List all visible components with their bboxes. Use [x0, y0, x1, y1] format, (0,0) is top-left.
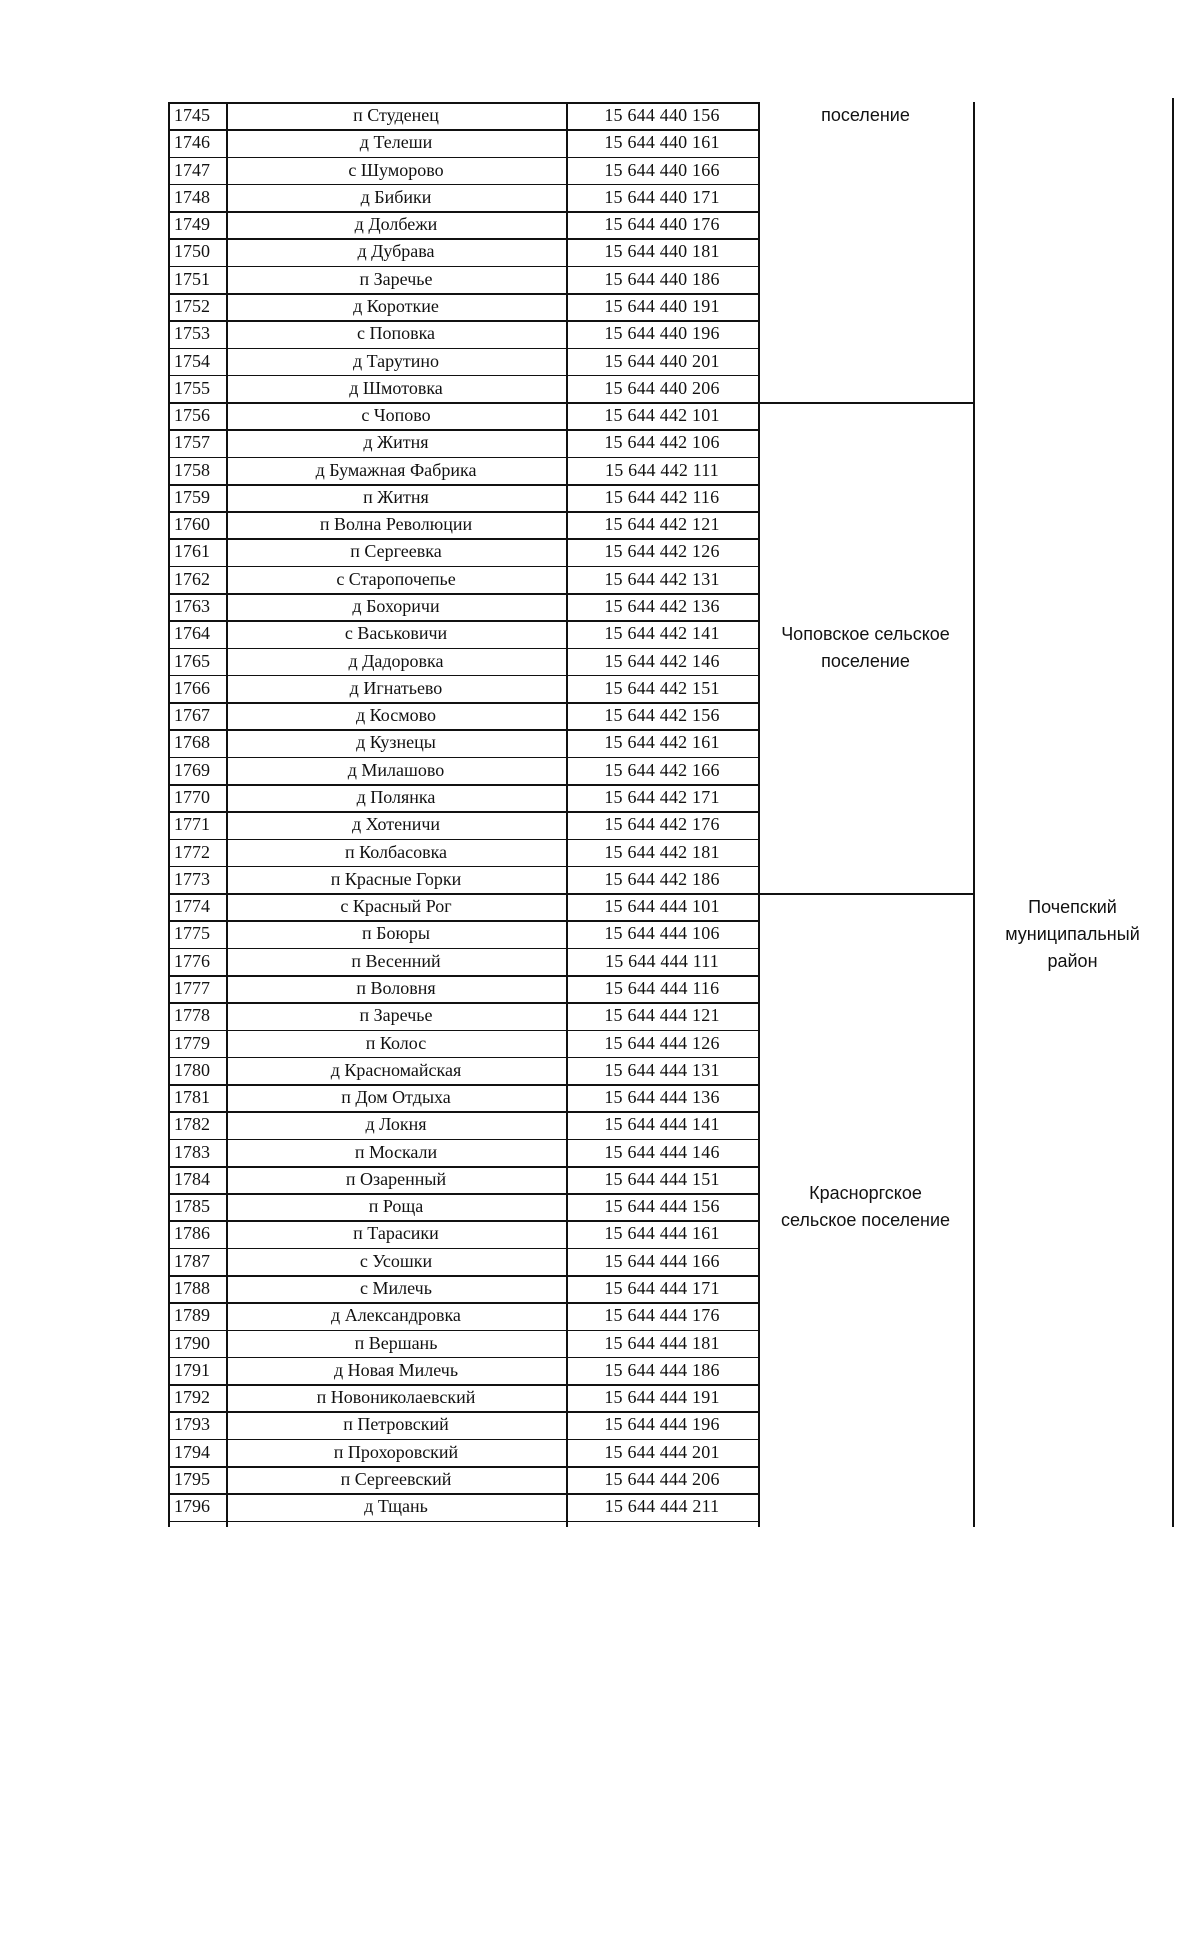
settlement-name: д Шмотовка	[349, 377, 443, 398]
settlement-name: д Хотеничи	[351, 814, 441, 835]
oktmo-code: 15 644 444 131	[604, 1059, 720, 1080]
oktmo-code: 15 644 444 126	[604, 1032, 720, 1053]
row-number: 1783	[174, 1141, 210, 1162]
district-label: Почепский	[1028, 897, 1117, 918]
table-top-border	[168, 102, 759, 104]
municipal-settlement-cell	[758, 102, 973, 129]
row-number: 1762	[174, 568, 210, 589]
oktmo-code: 15 644 444 146	[604, 1141, 720, 1162]
settlement-name: д Бумажная Фабрика	[315, 459, 477, 480]
settlement-name: д Долбежи	[354, 214, 438, 235]
oktmo-code: 15 644 440 191	[604, 295, 720, 316]
oktmo-code: 15 644 440 171	[604, 186, 720, 207]
settlement-name: п Колбасовка	[344, 841, 448, 862]
settlement-name: п Колос	[365, 1032, 427, 1053]
settlement-name: д Телеши	[359, 132, 433, 153]
settlement-name: д Космово	[356, 705, 436, 726]
oktmo-code: 15 644 442 176	[604, 814, 720, 835]
oktmo-code: 15 644 440 196	[604, 323, 720, 344]
settlement-name: п Роща	[368, 1196, 424, 1217]
settlement-name: с Старопочепье	[336, 568, 456, 589]
row-number: 1791	[174, 1359, 210, 1380]
oktmo-code: 15 644 444 121	[604, 1005, 720, 1026]
settlement-name: д Короткие	[353, 295, 439, 316]
row-number: 1767	[174, 705, 210, 726]
row-number: 1777	[174, 977, 210, 998]
settlement-name: п Красные Горки	[330, 868, 462, 889]
row-number: 1769	[174, 759, 210, 780]
settlement-name: д Александровка	[331, 1305, 461, 1326]
oktmo-code: 15 644 442 126	[604, 541, 720, 562]
oktmo-code: 15 644 444 211	[604, 1496, 720, 1517]
row-number: 1778	[174, 1005, 210, 1026]
settlement-name: п Дом Отдыха	[341, 1087, 451, 1108]
col-border-right	[1172, 98, 1174, 1527]
settlement-group-label: Чоповское сельское	[781, 623, 950, 644]
settlement-name: д Игнатьево	[349, 677, 443, 698]
row-number: 1786	[174, 1223, 210, 1244]
row-number: 1747	[174, 159, 210, 180]
oktmo-code: 15 644 444 136	[604, 1087, 720, 1108]
settlement-name: п Воловня	[356, 977, 436, 998]
row-number: 1790	[174, 1332, 210, 1353]
oktmo-code: 15 644 444 141	[604, 1114, 720, 1135]
oktmo-code: 15 644 442 166	[604, 759, 720, 780]
settlement-name: п Прохоровский	[333, 1441, 459, 1462]
row-divider	[168, 1521, 759, 1523]
settlement-name: п Москали	[354, 1141, 438, 1162]
settlement-name: д Дадоровка	[348, 650, 444, 671]
row-number: 1754	[174, 350, 210, 371]
municipal-settlement-cell	[758, 621, 973, 675]
oktmo-code: 15 644 442 161	[604, 732, 720, 753]
row-number: 1756	[174, 405, 210, 426]
row-number: 1755	[174, 377, 210, 398]
settlement-name: д Бибики	[360, 186, 432, 207]
row-number: 1765	[174, 650, 210, 671]
oktmo-code: 15 644 444 191	[604, 1387, 720, 1408]
settlement-group-label: поселение	[821, 105, 910, 125]
group-divider	[758, 402, 974, 404]
settlement-name: п Житня	[363, 486, 429, 507]
row-number: 1750	[174, 241, 210, 262]
municipal-settlement-cell	[758, 1180, 973, 1234]
settlement-name: п Студенец	[353, 105, 439, 125]
oktmo-code: 15 644 444 156	[604, 1196, 720, 1217]
settlement-name: п Новониколаевский	[316, 1387, 476, 1408]
settlement-name: п Заречье	[359, 1005, 433, 1026]
district-label: муниципальный	[1005, 924, 1140, 945]
settlement-group-label: Красноргское	[809, 1182, 922, 1203]
oktmo-code: 15 644 442 171	[604, 787, 720, 807]
oktmo-code: 15 644 440 156	[604, 105, 720, 125]
oktmo-code: 15 644 444 206	[604, 1469, 720, 1489]
oktmo-code: 15 644 442 111	[605, 459, 719, 480]
settlement-name: п Заречье	[359, 268, 433, 289]
settlement-name: с Усошки	[359, 1250, 433, 1271]
oktmo-code: 15 644 442 101	[604, 405, 720, 426]
settlement-name: п Озаренный	[345, 1168, 447, 1189]
oktmo-code: 15 644 442 146	[604, 650, 720, 671]
row-number: 1763	[174, 596, 210, 617]
row-number: 1772	[174, 841, 210, 862]
district-cell	[973, 894, 1172, 975]
row-number: 1745	[174, 105, 210, 125]
settlement-name: с Чопово	[361, 405, 431, 426]
oktmo-code: 15 644 442 156	[604, 705, 720, 726]
oktmo-code: 15 644 442 151	[604, 677, 720, 698]
col-border-code	[758, 102, 760, 1527]
row-number: 1780	[174, 1059, 210, 1080]
row-number: 1748	[174, 186, 210, 207]
row-number: 1759	[174, 486, 210, 507]
row-number: 1749	[174, 214, 210, 235]
col-border-number	[226, 102, 228, 1527]
settlement-name: с Шуморово	[348, 159, 444, 180]
settlement-name: с Васьковичи	[344, 623, 448, 644]
oktmo-code: 15 644 444 106	[604, 923, 720, 944]
oktmo-code: 15 644 444 166	[604, 1250, 720, 1271]
oktmo-code: 15 644 444 181	[604, 1332, 720, 1353]
row-number: 1771	[174, 814, 210, 835]
row-number: 1781	[174, 1087, 210, 1108]
settlement-group-label: поселение	[821, 650, 910, 671]
row-number: 1789	[174, 1305, 210, 1326]
row-number: 1761	[174, 541, 210, 562]
col-border-left	[168, 102, 170, 1527]
row-number: 1764	[174, 623, 210, 644]
settlement-name: д Бохоричи	[352, 596, 440, 617]
oktmo-code: 15 644 444 161	[604, 1223, 720, 1244]
settlement-name: д Дубрава	[357, 241, 435, 262]
row-number: 1774	[174, 896, 210, 917]
settlement-name: д Новая Милечь	[333, 1359, 459, 1380]
row-number: 1753	[174, 323, 210, 344]
col-border-group	[973, 102, 975, 1527]
oktmo-code: 15 644 440 186	[604, 268, 720, 289]
settlement-name: п Тарасики	[353, 1223, 439, 1244]
row-number: 1766	[174, 677, 210, 698]
oktmo-code: 15 644 440 161	[604, 132, 720, 153]
settlement-name: п Боюры	[361, 923, 430, 944]
settlement-name: п Весенний	[351, 950, 441, 971]
settlement-name: д Локня	[365, 1114, 427, 1135]
oktmo-code: 15 644 444 186	[604, 1359, 720, 1380]
settlement-name: п Волна Революции	[319, 514, 473, 535]
group-divider	[758, 893, 974, 895]
oktmo-code: 15 644 442 181	[604, 841, 720, 862]
row-number: 1779	[174, 1032, 210, 1053]
oktmo-code: 15 644 440 166	[604, 159, 720, 180]
col-border-name	[566, 102, 568, 1527]
settlement-group-label: сельское поселение	[780, 1209, 951, 1230]
oktmo-code: 15 644 440 181	[604, 241, 720, 262]
settlement-name: п Сергеевский	[340, 1469, 452, 1489]
settlement-name: д Тарутино	[352, 350, 440, 371]
settlement-name: п Сергеевка	[350, 541, 442, 562]
oktmo-code: 15 644 444 196	[604, 1414, 720, 1435]
row-number: 1746	[174, 132, 210, 153]
settlement-name: с Милечь	[360, 1278, 432, 1299]
oktmo-code: 15 644 444 201	[604, 1441, 720, 1462]
row-number: 1758	[174, 459, 210, 480]
settlement-name: д Милашово	[347, 759, 445, 780]
settlement-name: п Петровский	[343, 1414, 449, 1435]
row-number: 1793	[174, 1414, 210, 1435]
settlement-name: п Вершань	[354, 1332, 438, 1353]
oktmo-code: 15 644 440 206	[604, 377, 720, 398]
row-number: 1788	[174, 1278, 210, 1299]
oktmo-code: 15 644 442 186	[604, 868, 720, 889]
oktmo-code: 15 644 442 116	[604, 486, 720, 507]
oktmo-code: 15 644 444 101	[604, 896, 720, 917]
row-number: 1795	[174, 1469, 210, 1489]
row-number: 1794	[174, 1441, 210, 1462]
settlement-name: д Полянка	[356, 787, 436, 807]
row-number: 1787	[174, 1250, 210, 1271]
row-number: 1770	[174, 787, 210, 807]
row-number: 1785	[174, 1196, 210, 1217]
row-number: 1773	[174, 868, 210, 889]
row-number: 1796	[174, 1496, 210, 1517]
oktmo-code: 15 644 444 111	[605, 950, 719, 971]
settlement-name: с Поповка	[356, 323, 436, 344]
row-number: 1784	[174, 1168, 210, 1189]
oktmo-code: 15 644 442 121	[604, 514, 720, 535]
oktmo-code: 15 644 442 131	[604, 568, 720, 589]
row-number: 1792	[174, 1387, 210, 1408]
row-number: 1768	[174, 732, 210, 753]
row-number: 1760	[174, 514, 210, 535]
oktmo-code: 15 644 444 171	[604, 1278, 720, 1299]
settlement-name: д Житня	[363, 432, 429, 453]
settlement-name: д Красномайская	[330, 1059, 462, 1080]
row-number: 1751	[174, 268, 210, 289]
row-number: 1776	[174, 950, 210, 971]
settlement-name: д Тщань	[364, 1496, 428, 1517]
row-number: 1782	[174, 1114, 210, 1135]
settlement-name: д Кузнецы	[356, 732, 436, 753]
oktmo-code: 15 644 442 141	[604, 623, 720, 644]
oktmo-code: 15 644 444 116	[604, 977, 720, 998]
settlement-name: с Красный Рог	[340, 896, 452, 917]
row-number: 1757	[174, 432, 210, 453]
row-number: 1752	[174, 295, 210, 316]
oktmo-code: 15 644 444 151	[604, 1168, 720, 1189]
oktmo-code: 15 644 444 176	[604, 1305, 720, 1326]
row-number: 1775	[174, 923, 210, 944]
district-label: район	[1047, 951, 1098, 972]
oktmo-code: 15 644 440 201	[604, 350, 720, 371]
oktmo-code: 15 644 442 136	[604, 596, 720, 617]
oktmo-code: 15 644 440 176	[604, 214, 720, 235]
oktmo-code: 15 644 442 106	[604, 432, 720, 453]
